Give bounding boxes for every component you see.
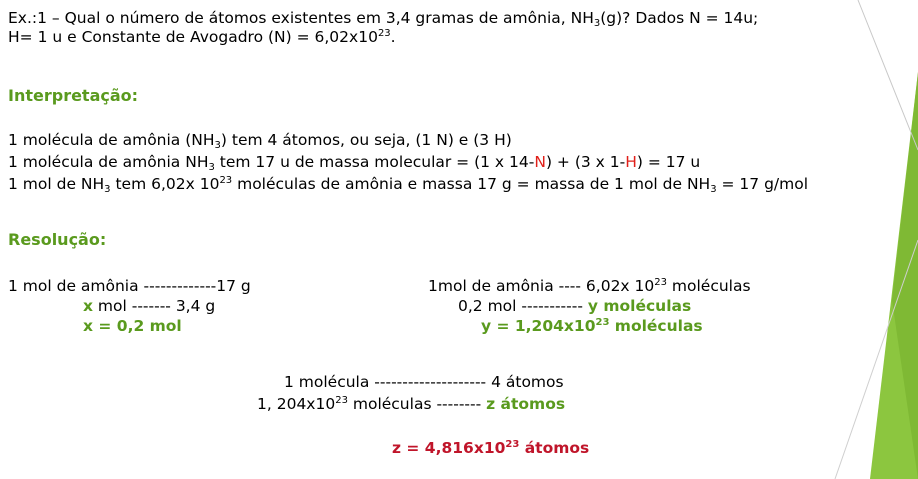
resolucao-heading: Resolução: [8,230,107,249]
resolucao-center-line-2: 1, $204x10^{23}$ moléculas -------- z átomos [257,395,566,413]
interpretacao-heading: Interpretação: [8,86,139,105]
resolucao-right-line-3: $y = 1,204x10^{23}$ moléculas [481,317,703,335]
green-triangle-decoration [870,72,918,479]
final-result: $z = 4,816x10^{23}$ átomos [392,439,590,457]
resolucao-left-line-1: 1 mol de amônia -------------17 g [8,277,251,295]
question-line-1: Ex.:1 – Qual o número de átomos existentes em 3,4 gramas de amônia, $NH_3(g)$? Dados N = 14u; [8,9,759,29]
interpretacao-line-1: 1 molécula de amônia $(NH_3)$ tem 4 átomos, ou seja, (1 N) e (3 H) [8,131,512,151]
interpretacao-line-2: 1 molécula de amônia $NH_3$ tem 17 u de massa molecular = (1 x 14-N) + (3 x 1-H) = 17 u [8,153,701,173]
resolucao-right-line-2: 0,2 mol ----------- y moléculas [458,297,692,315]
decorative-diagonal-line-2 [835,240,918,479]
resolucao-right-line-1: 1mol de amônia ---- 6,02x $10^{23}$ moléculas [428,277,751,295]
question-line-2: H= 1 u e Constante de Avogadro $(N) = 6,02x10^{23}$. [8,28,396,46]
resolucao-left-line-3: x = 0,2 mol [83,317,182,335]
interpretacao-line-3: 1 mol de $NH_3$ tem 6,02x $10^{23}$ moléculas de amônia e massa 17 g = massa de 1 mol de $NH_3 = 17$ g/mol [8,175,809,195]
decorative-diagonal-line [858,0,918,150]
resolucao-center-line-1: 1 molécula -------------------- 4 átomos [284,373,564,391]
green-triangle-shadow [892,72,918,479]
resolucao-left-line-2: x mol ------- 3,4 g [83,297,216,315]
